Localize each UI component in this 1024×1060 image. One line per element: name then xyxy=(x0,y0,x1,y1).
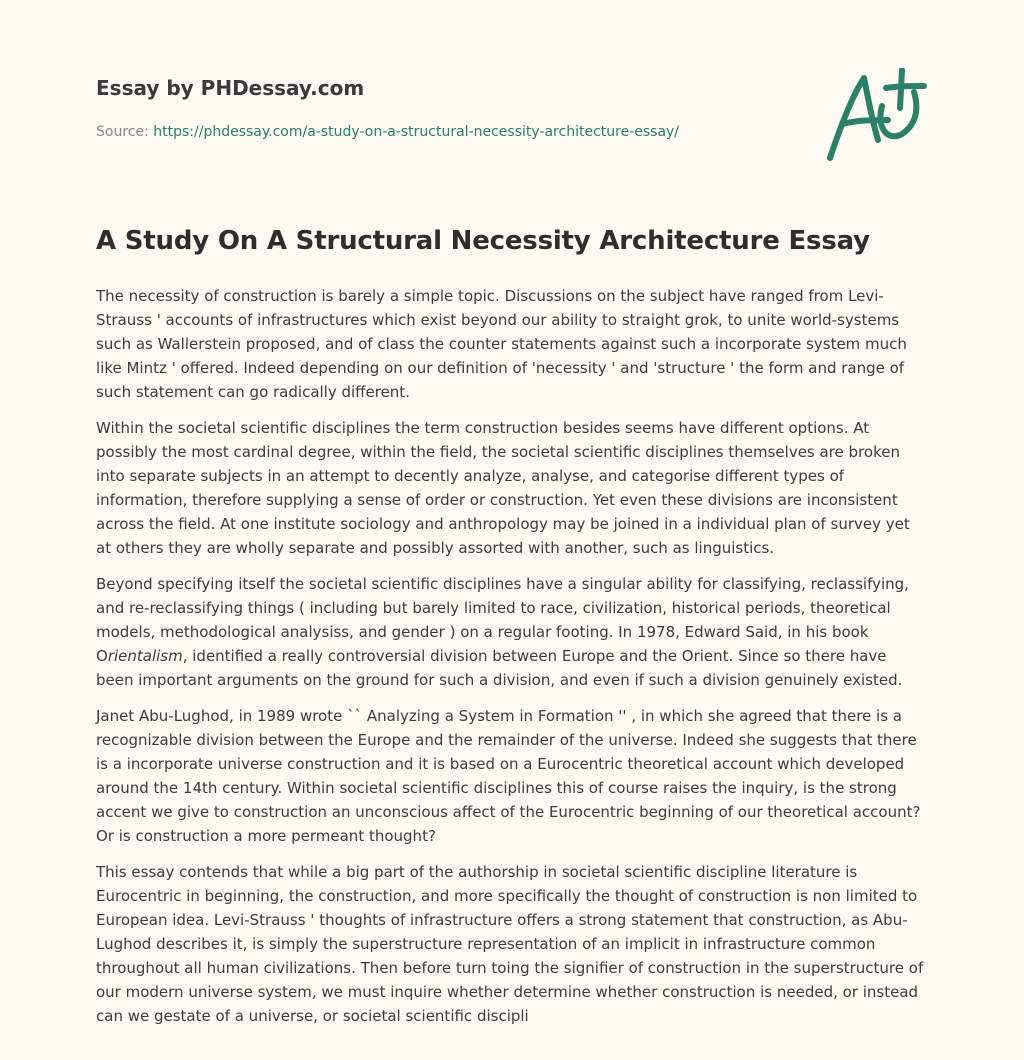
paragraph-5: This essay contends that while a big part of the authorship in societal scientific discipline literature is Eurocentric in beginning, the construction, and more specifically the thought of construction is non limited to European idea. Levi-Strauss ' thoughts of infrastructure offers a strong statement that construction, as Abu-Lughod describes it, is simply the superstructure representation of an implicit in infrastructure common throughout all human civilizations. Then before turn toing the signifier of construction in the superstructure of our modern universe system, we must inquire whether determine whether construction is needed, or instead can we gestate of a universe, or societal scientific discipli xyxy=(96,863,924,1025)
paragraph-3 xyxy=(96,572,928,692)
paragraph-1: The necessity of construction is barely a simple topic. Discussions on the subject have ranged from Levi-Strauss ' accounts of infrastructures which exist beyond our ability to straight grok, to unite world-systems such as Wallerstein proposed, and of class the counter statements against such a incorporate system much like Mintz ' offered. Indeed depending on our definition of 'necessity ' and 'structure ' the form and range of such statement can go radically different. xyxy=(96,287,907,401)
paragraph-3-text-b: , identified a really controversial division between Europe and the Orient. Since so there have been important arguments on the ground for such a division, and even if such a division genuinely existed. xyxy=(96,647,903,689)
site-title: Essay by PHDessay.com xyxy=(96,76,365,100)
book-title-italic: rientalism xyxy=(107,647,183,665)
a-plus-grade-icon xyxy=(822,68,928,164)
essay-body xyxy=(96,284,928,1040)
paragraph-2: Within the societal scientific disciplines the term construction besides seems have different options. At possibly the most cardinal degree, within the field, the societal scientific disciplines themselves are broken into separate subjects in an attempt to decently analyze, analyse, and categorise different types of information, therefore supplying a sense of order or construction. Yet even these divisions are inconsistent across the field. At one institute sociology and anthropology may be joined in a individual plan of survey yet at others they are wholly separate and possibly assorted with another, such as linguistics. xyxy=(96,419,910,557)
paragraph-3-text-a: Beyond specifying itself the societal scientific disciplines have a singular ability for classifying, reclassifying, and re-reclassifying things ( including but barely limited to race, civilization, historical periods, theoretical models, methodological analysiss, and gender ) on a regular footing. In 1978, Edward Said, in his book O xyxy=(96,575,909,665)
paragraph-4: Janet Abu-Lughod, in 1989 wrote `` Analyzing a System in Formation '' , in which she agreed that there is a recognizable division between the Europe and the remainder of the universe. Indeed she suggests that there is a incorporate universe construction and it is based on a Eurocentric theoretical account which developed around the 14th century. Within societal scientific disciplines this of course raises the inquiry, is the strong accent we give to construction an unconscious affect of the Eurocentric beginning of our theoretical account? Or is construction a more permeant thought? xyxy=(96,707,921,845)
essay-title: A Study On A Structural Necessity Architecture Essay xyxy=(96,226,870,256)
source-line xyxy=(96,124,679,140)
source-label: Source: xyxy=(96,124,149,140)
source-link[interactable]: https://phdessay.com/a-study-on-a-structural-necessity-architecture-essay/ xyxy=(153,124,680,140)
